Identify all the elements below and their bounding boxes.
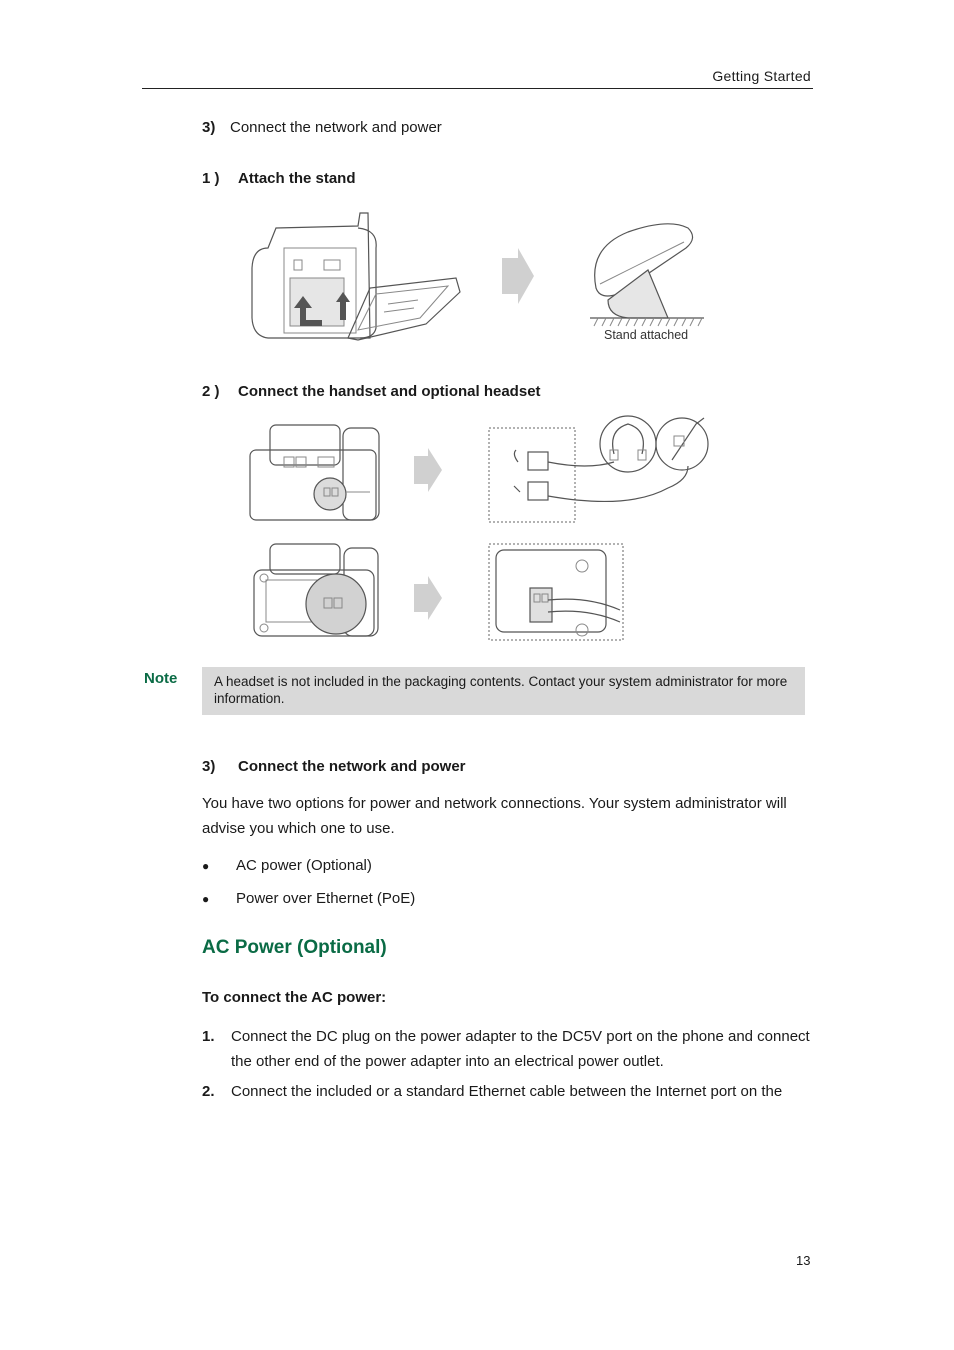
procedure-step-number: 2. xyxy=(202,1083,215,1100)
procedure-step-text: Connect the included or a standard Ethernet cable between the Internet port on the xyxy=(231,1083,783,1100)
intro-step xyxy=(202,119,442,136)
arrow-right-icon xyxy=(414,576,442,620)
bullet-text: AC power (Optional) xyxy=(236,857,372,874)
phone-back-bottom-illustration xyxy=(254,544,378,636)
header-rule xyxy=(142,88,813,89)
substep-title: Connect the network and power xyxy=(238,758,466,775)
section-title: AC Power (Optional) xyxy=(202,937,387,958)
bullet-dot: ● xyxy=(202,859,210,873)
substep-number: 2 ) xyxy=(202,383,220,400)
page-number: 13 xyxy=(796,1253,811,1268)
jack-detail-top-illustration xyxy=(489,416,708,522)
procedure-step-number: 1. xyxy=(202,1028,215,1045)
phone-back-illustration xyxy=(252,213,376,338)
stand-illustration xyxy=(348,278,460,340)
bullet-item xyxy=(202,857,372,874)
arrow-right-icon xyxy=(414,448,442,492)
running-header: Getting Started xyxy=(712,68,811,84)
handset-headset-figure xyxy=(248,410,718,650)
substep-connect-network xyxy=(202,758,466,775)
substep-title: Connect the handset and optional headset xyxy=(238,383,541,400)
procedure-title: To connect the AC power: xyxy=(202,989,387,1006)
substep-connect-handset xyxy=(202,383,541,400)
stand-attached-illustration xyxy=(590,224,704,326)
bullet-text: Power over Ethernet (PoE) xyxy=(236,890,416,907)
bullet-dot: ● xyxy=(202,892,210,906)
phone-back-top-illustration xyxy=(250,425,379,520)
stand-attached-caption: Stand attached xyxy=(604,328,689,342)
note-label: Note xyxy=(144,670,178,687)
substep-number: 3) xyxy=(202,758,216,775)
substep-number: 1 ) xyxy=(202,170,220,187)
intro-step-text: Connect the network and power xyxy=(230,119,442,136)
procedure-step xyxy=(202,1024,814,1074)
bullet-item xyxy=(202,890,415,907)
procedure-step-text: Connect the DC plug on the power adapter to the DC5V port on the phone and connect the other end of the power adapter into an electrical power outlet. xyxy=(231,1028,810,1070)
substep-title: Attach the stand xyxy=(238,170,356,187)
substep-attach-stand xyxy=(202,170,356,187)
body-paragraph: You have two options for power and network connections. Your system administrator will advise you which one to use. xyxy=(202,795,787,837)
attach-stand-figure xyxy=(248,208,708,348)
note-text: A headset is not included in the packaging contents. Contact your system administrator for more information. xyxy=(214,674,788,706)
arrow-right-icon xyxy=(502,248,534,304)
intro-step-number: 3) xyxy=(202,119,216,136)
jack-detail-bottom-illustration xyxy=(489,544,623,640)
procedure-step xyxy=(202,1079,814,1104)
note-box xyxy=(202,667,805,715)
